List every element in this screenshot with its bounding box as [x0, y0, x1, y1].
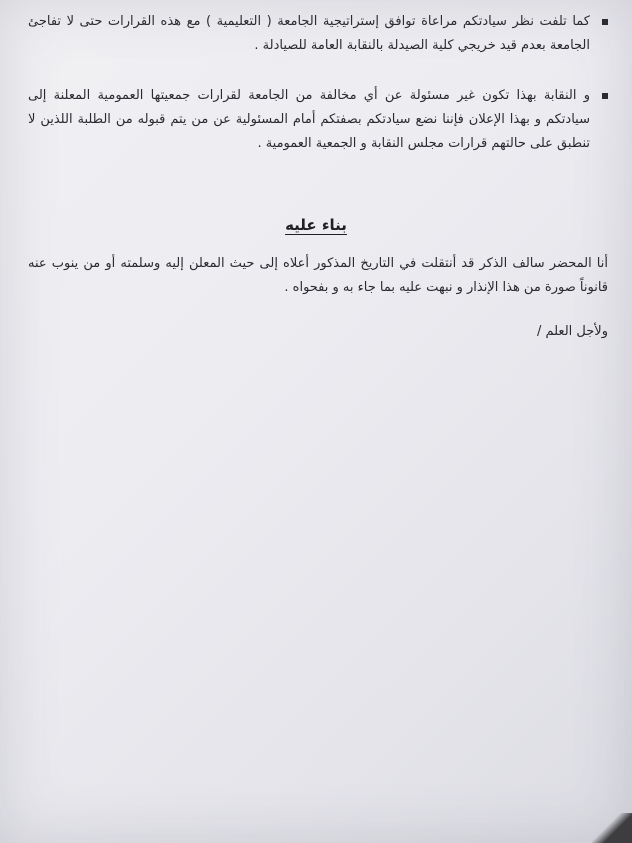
bullet-marker [602, 93, 608, 99]
bullet-2-text: و النقابة بهذا تكون غير مسئولة عن أي مخالفة من الجامعة لقرارات جمعيتها العمومية المعلنة إلى سيادتكم و بهذا الإعلان فإننا نضع سيادتكم بصفتكم أمام المسئولية عن من يتم قبوله من الطلبة اللذين لا تنطبق على حالتهم قرارات مجلس النقابة و الجمعية العمومية . [28, 88, 590, 151]
paragraph-bullet-1 [28, 10, 608, 58]
body-paragraph [28, 252, 608, 300]
closing-line: ولأجل العلم / [536, 324, 608, 339]
background-corner [592, 813, 632, 843]
section-heading [0, 216, 632, 234]
paragraph-bullet-2 [28, 84, 608, 156]
body-text: أنا المحضر سالف الذكر قد أنتقلت في التاريخ المذكور أعلاه إلى حيث المعلن إليه وسلمته أو من ينوب عنه قانوناً صورة من هذا الإنذار و نبهت عليه بما جاء به و بفحواه . [28, 256, 608, 295]
heading-text: بناء عليه [285, 216, 347, 234]
bullet-1-text: كما تلفت نظر سيادتكم مراعاة توافق إستراتيجية الجامعة ( التعليمية ) مع هذه القرارات حتى لا تفاجئ الجامعة بعدم قيد خريجي كلية الصيدلة بالنقابة العامة للصيادلة . [28, 14, 590, 53]
bullet-marker [602, 19, 608, 25]
